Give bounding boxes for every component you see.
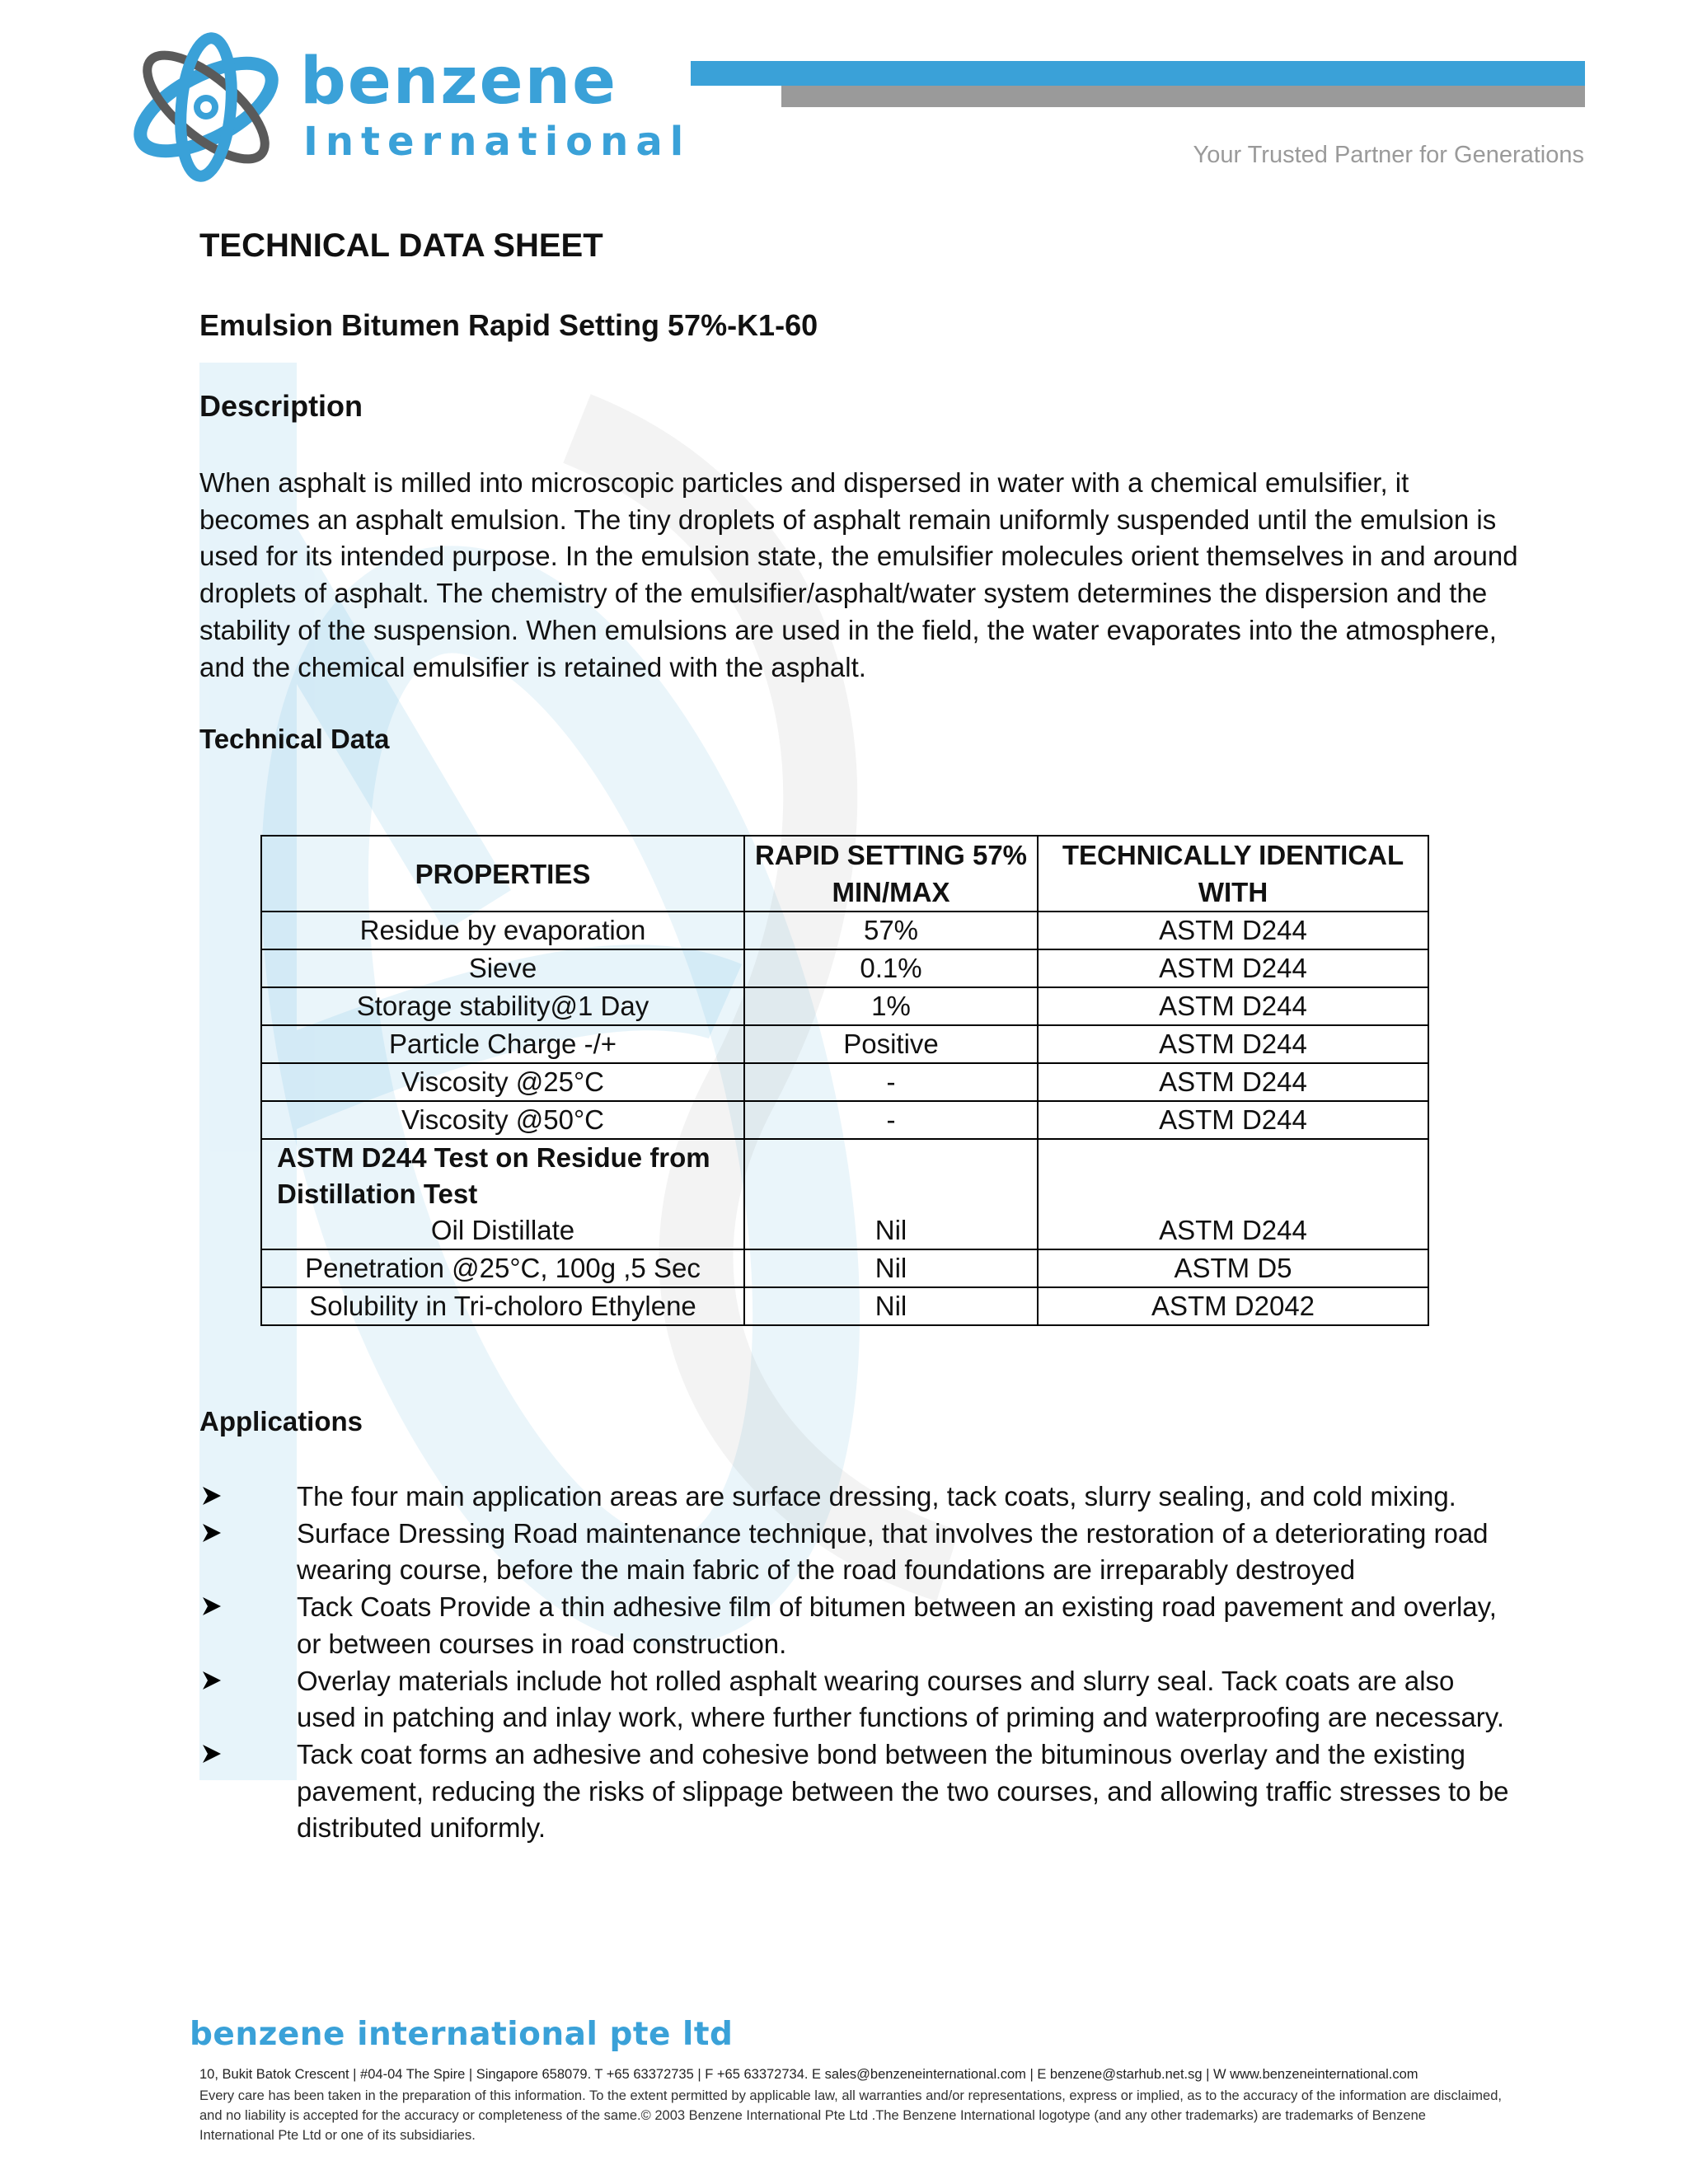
standard-cell: ASTM D5: [1038, 1249, 1428, 1287]
property-cell: [261, 1139, 744, 1249]
technical-data-heading: Technical Data: [199, 724, 390, 754]
company-tagline: Your Trusted Partner for Generations: [1193, 142, 1584, 168]
applications-list: [198, 1479, 1517, 1847]
value-cell: Nil: [744, 1139, 1038, 1249]
property-cell: Viscosity @25°C: [261, 1063, 744, 1101]
arrow-bullet-icon: [199, 1663, 224, 1696]
standard-cell: ASTM D244: [1038, 1139, 1428, 1249]
standard-cell: ASTM D244: [1038, 1025, 1428, 1063]
column-header: TECHNICALLY IDENTICAL WITH: [1038, 836, 1428, 912]
property-cell: Viscosity @50°C: [261, 1101, 744, 1139]
property-cell: Solubility in Tri-choloro Ethylene: [261, 1287, 744, 1325]
description-paragraph: When asphalt is milled into microscopic particles and dispersed in water with a chemical emulsifier, it becomes an asphalt emulsion. The tiny droplets of asphalt remain uniformly suspended until the emulsion is used for its intended purpose. In the emulsion state, the emulsifier molecules orient themselves in and around droplets of asphalt. The chemistry of the emulsifier/asphalt/water system determines the dispersion and the stability of the suspension. When emulsions are used in the field, the water evaporates into the atmosphere, and the chemical emulsifier is retained with the asphalt.: [199, 467, 1518, 682]
standard-cell: ASTM D244: [1038, 912, 1428, 949]
description-heading: Description: [199, 389, 363, 423]
table-row: [261, 1139, 1428, 1249]
list-item-text: Overlay materials include hot rolled asphalt wearing courses and slurry seal. Tack coats are also used in patching and inlay work, where further functions of priming and waterproofing are necessary.: [297, 1665, 1505, 1733]
property-cell: Particle Charge -/+: [261, 1025, 744, 1063]
table-row: [261, 1101, 1428, 1139]
list-item: [198, 1479, 1517, 1516]
section-heading: ASTM D244 Test on Residue from Distillation Test: [277, 1142, 710, 1209]
column-header: RAPID SETTING 57% MIN/MAX: [744, 836, 1038, 912]
list-item: [198, 1663, 1517, 1736]
table-row: [261, 987, 1428, 1025]
value-cell: Nil: [744, 1287, 1038, 1325]
table-row: [261, 1063, 1428, 1101]
property-cell: Penetration @25°C, 100g ,5 Sec: [261, 1249, 744, 1287]
header-accent-bar: [691, 61, 1585, 86]
table-row: [261, 912, 1428, 949]
standard-cell: ASTM D244: [1038, 1101, 1428, 1139]
list-item-text: Surface Dressing Road maintenance technique, that involves the restoration of a deteriorating road wearing course, before the main fabric of the road foundations are irreparably destroyed: [297, 1517, 1489, 1586]
logo-wordmark: benzene: [300, 45, 617, 119]
list-item-text: The four main application areas are surface dressing, tack coats, slurry sealing, and cold mixing.: [297, 1481, 1456, 1511]
property-label: Oil Distillate: [430, 1215, 575, 1245]
table-row: [261, 949, 1428, 987]
value-cell: Positive: [744, 1025, 1038, 1063]
product-name: Emulsion Bitumen Rapid Setting 57%-K1-60: [199, 308, 818, 342]
standard-cell: ASTM D2042: [1038, 1287, 1428, 1325]
applications-heading: Applications: [199, 1406, 363, 1436]
property-cell: Sieve: [261, 949, 744, 987]
value-cell: Nil: [744, 1249, 1038, 1287]
logo-subtitle: International: [303, 119, 692, 165]
value-cell: -: [744, 1063, 1038, 1101]
column-header: PROPERTIES: [261, 836, 744, 912]
footer-contact-line: 10, Bukit Batok Crescent | #04-04 The Spire | Singapore 658079. T +65 63372735 | F +65 63372734. E sales@benzeneinternational.com | E benzene@starhub.net.sg | W www.benzeneinternational.com: [199, 2067, 1418, 2082]
technical-data-table: [260, 835, 1429, 1326]
arrow-bullet-icon: [199, 1736, 224, 1769]
list-item: [198, 1516, 1517, 1589]
list-item: [198, 1589, 1517, 1662]
standard-cell: ASTM D244: [1038, 987, 1428, 1025]
property-cell: Residue by evaporation: [261, 912, 744, 949]
atom-logo-icon: [124, 25, 305, 190]
arrow-bullet-icon: [199, 1589, 224, 1622]
list-item-text: Tack Coats Provide a thin adhesive film of bitumen between an existing road pavement and overlay, or between courses in road construction.: [297, 1591, 1497, 1659]
header-gray-bar: [781, 86, 1585, 107]
standard-cell: ASTM D244: [1038, 1063, 1428, 1101]
list-item-text: Tack coat forms an adhesive and cohesive bond between the bituminous overlay and the existing pavement, reducing the risks of slippage between the two courses, and allowing traffic stresses to be distributed uniformly.: [297, 1738, 1509, 1844]
value-cell: -: [744, 1101, 1038, 1139]
document-title: TECHNICAL DATA SHEET: [199, 227, 603, 264]
property-cell: Storage stability@1 Day: [261, 987, 744, 1025]
table-row: [261, 1287, 1428, 1325]
arrow-bullet-icon: [199, 1479, 224, 1511]
list-item: [198, 1736, 1517, 1847]
footer-disclaimer: Every care has been taken in the preparation of this information. To the extent permitted by applicable law, all warranties and/or representations, express or implied, as to the accuracy of the information are disclaimed, and no liability is accepted for the accuracy or completeness of the same.© 2003 Benzene International Pte Ltd .The Benzene International logotype (and any other trademarks) are trademarks of Benzene International Pte Ltd or one of its subsidiaries.: [199, 2088, 1502, 2143]
table-row: [261, 1249, 1428, 1287]
value-cell: 57%: [744, 912, 1038, 949]
standard-cell: ASTM D244: [1038, 949, 1428, 987]
value-cell: 1%: [744, 987, 1038, 1025]
table-header-row: [261, 836, 1428, 912]
value-cell: 0.1%: [744, 949, 1038, 987]
company-logo: [124, 25, 692, 190]
footer-company-name: benzene international pte ltd: [190, 2016, 734, 2053]
table-row: [261, 1025, 1428, 1063]
arrow-bullet-icon: [199, 1516, 224, 1549]
